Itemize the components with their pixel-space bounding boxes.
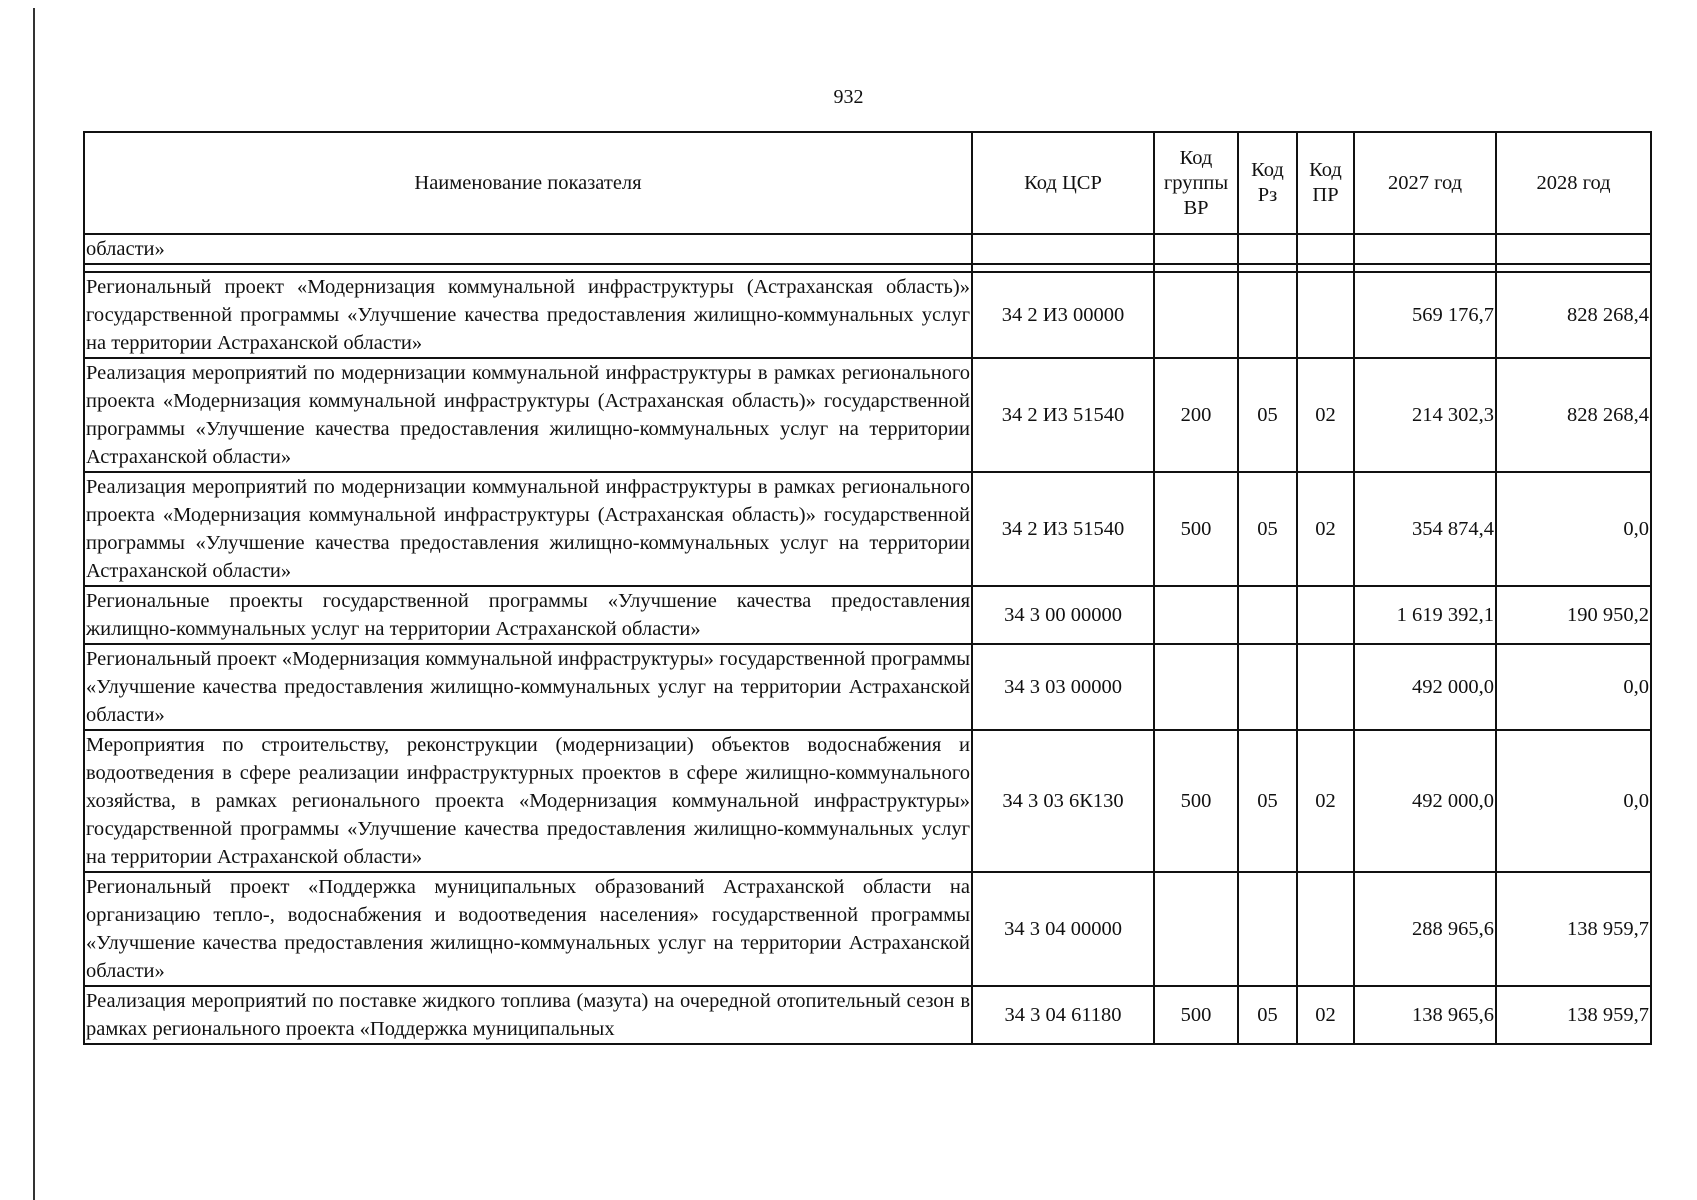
cell-pr bbox=[1297, 234, 1354, 264]
cell-vr bbox=[1154, 644, 1238, 730]
cell-pr bbox=[1297, 272, 1354, 358]
table-row bbox=[84, 986, 1651, 1044]
cell-csr: 34 3 00 00000 bbox=[972, 586, 1154, 644]
table-row bbox=[84, 644, 1651, 730]
cell-vr: 500 bbox=[1154, 472, 1238, 586]
cell-2028: 138 959,7 bbox=[1496, 872, 1651, 986]
cell-rz bbox=[1238, 872, 1297, 986]
page-number: 932 bbox=[833, 86, 864, 108]
header-2027: 2027 год bbox=[1354, 132, 1496, 234]
spacer-cell bbox=[1297, 264, 1354, 272]
cell-csr: 34 3 04 00000 bbox=[972, 872, 1154, 986]
cell-name: Региональный проект «Поддержка муниципальных образований Астраханской области на организацию тепло-, водоснабжения и водоотведения населения» государственной программы «Улучшение качества предоставления жилищно-коммунальных услуг на территории Астраханской области» bbox=[84, 872, 972, 986]
table-header-row bbox=[84, 132, 1651, 234]
cell-rz bbox=[1238, 644, 1297, 730]
cell-2027: 138 965,6 bbox=[1354, 986, 1496, 1044]
cell-vr bbox=[1154, 234, 1238, 264]
cell-2027: 492 000,0 bbox=[1354, 730, 1496, 872]
cell-pr bbox=[1297, 872, 1354, 986]
cell-name: Региональный проект «Модернизация коммунальной инфраструктуры (Астраханская область)» государственной программы «Улучшение качества предоставления жилищно-коммунальных услуг на территории Астраханской области» bbox=[84, 272, 972, 358]
header-vr: Код группы ВР bbox=[1154, 132, 1238, 234]
cell-2028: 828 268,4 bbox=[1496, 358, 1651, 472]
cell-rz bbox=[1238, 272, 1297, 358]
cell-csr: 34 2 И3 51540 bbox=[972, 472, 1154, 586]
cell-vr bbox=[1154, 586, 1238, 644]
spacer-cell bbox=[1496, 264, 1651, 272]
cell-2028: 138 959,7 bbox=[1496, 986, 1651, 1044]
table-row bbox=[84, 272, 1651, 358]
cell-vr: 500 bbox=[1154, 730, 1238, 872]
cell-pr: 02 bbox=[1297, 358, 1354, 472]
cell-rz: 05 bbox=[1238, 730, 1297, 872]
cell-2027: 1 619 392,1 bbox=[1354, 586, 1496, 644]
spacer-cell bbox=[1238, 264, 1297, 272]
header-2028: 2028 год bbox=[1496, 132, 1651, 234]
cell-2028: 0,0 bbox=[1496, 472, 1651, 586]
table-body bbox=[84, 234, 1651, 1044]
cell-name: Реализация мероприятий по модернизации коммунальной инфраструктуры в рамках регионального проекта «Модернизация коммунальной инфраструктуры (Астраханская область)» государственной программы «Улучшение качества предоставления жилищно-коммунальных услуг на территории Астраханской области» bbox=[84, 472, 972, 586]
cell-rz bbox=[1238, 586, 1297, 644]
cell-vr bbox=[1154, 872, 1238, 986]
cell-2027: 569 176,7 bbox=[1354, 272, 1496, 358]
cell-csr: 34 2 И3 51540 bbox=[972, 358, 1154, 472]
cell-2027: 354 874,4 bbox=[1354, 472, 1496, 586]
header-pr: Код ПР bbox=[1297, 132, 1354, 234]
table-spacer-row bbox=[84, 264, 1651, 272]
cell-csr: 34 2 И3 00000 bbox=[972, 272, 1154, 358]
spacer-cell bbox=[1354, 264, 1496, 272]
cell-name: Региональный проект «Модернизация коммунальной инфраструктуры» государственной программы «Улучшение качества предоставления жилищно-коммунальных услуг на территории Астраханской области» bbox=[84, 644, 972, 730]
cell-2028: 828 268,4 bbox=[1496, 272, 1651, 358]
table-row bbox=[84, 872, 1651, 986]
cell-rz: 05 bbox=[1238, 986, 1297, 1044]
cell-2028: 190 950,2 bbox=[1496, 586, 1651, 644]
cell-pr: 02 bbox=[1297, 472, 1354, 586]
cell-name: Реализация мероприятий по модернизации коммунальной инфраструктуры в рамках регионального проекта «Модернизация коммунальной инфраструктуры (Астраханская область)» государственной программы «Улучшение качества предоставления жилищно-коммунальных услуг на территории Астраханской области» bbox=[84, 358, 972, 472]
cell-2028 bbox=[1496, 234, 1651, 264]
cell-2027: 214 302,3 bbox=[1354, 358, 1496, 472]
header-rz: Код Рз bbox=[1238, 132, 1297, 234]
cell-name: Мероприятия по строительству, реконструкции (модернизации) объектов водоснабжения и водоотведения в сфере реализации инфраструктурных проектов в сфере жилищно-коммунального хозяйства, в рамках регионального проекта «Модернизация коммунальной инфраструктуры» государственной программы «Улучшение качества предоставления жилищно-коммунальных услуг на территории Астраханской области» bbox=[84, 730, 972, 872]
left-margin-line bbox=[33, 8, 35, 1200]
table-row bbox=[84, 586, 1651, 644]
table-row bbox=[84, 358, 1651, 472]
cell-2028: 0,0 bbox=[1496, 644, 1651, 730]
cell-2027: 492 000,0 bbox=[1354, 644, 1496, 730]
cell-pr: 02 bbox=[1297, 986, 1354, 1044]
table-row bbox=[84, 234, 1651, 264]
cell-name: Реализация мероприятий по поставке жидкого топлива (мазута) на очередной отопительный сезон в рамках регионального проекта «Поддержка муниципальных bbox=[84, 986, 972, 1044]
cell-rz: 05 bbox=[1238, 472, 1297, 586]
cell-name: Региональные проекты государственной программы «Улучшение качества предоставления жилищно-коммунальных услуг на территории Астраханской области» bbox=[84, 586, 972, 644]
table-row bbox=[84, 730, 1651, 872]
cell-rz: 05 bbox=[1238, 358, 1297, 472]
budget-table bbox=[83, 131, 1652, 1045]
cell-rz bbox=[1238, 234, 1297, 264]
header-csr: Код ЦСР bbox=[972, 132, 1154, 234]
cell-csr: 34 3 03 6К130 bbox=[972, 730, 1154, 872]
cell-vr bbox=[1154, 272, 1238, 358]
cell-csr bbox=[972, 234, 1154, 264]
table-row bbox=[84, 472, 1651, 586]
cell-vr: 500 bbox=[1154, 986, 1238, 1044]
cell-csr: 34 3 04 61180 bbox=[972, 986, 1154, 1044]
spacer-cell bbox=[972, 264, 1154, 272]
spacer-cell bbox=[1154, 264, 1238, 272]
cell-name: области» bbox=[84, 234, 972, 264]
cell-pr bbox=[1297, 644, 1354, 730]
cell-pr bbox=[1297, 586, 1354, 644]
cell-pr: 02 bbox=[1297, 730, 1354, 872]
cell-2028: 0,0 bbox=[1496, 730, 1651, 872]
cell-vr: 200 bbox=[1154, 358, 1238, 472]
cell-2027 bbox=[1354, 234, 1496, 264]
header-name: Наименование показателя bbox=[84, 132, 972, 234]
spacer-cell bbox=[84, 264, 972, 272]
cell-csr: 34 3 03 00000 bbox=[972, 644, 1154, 730]
cell-2027: 288 965,6 bbox=[1354, 872, 1496, 986]
